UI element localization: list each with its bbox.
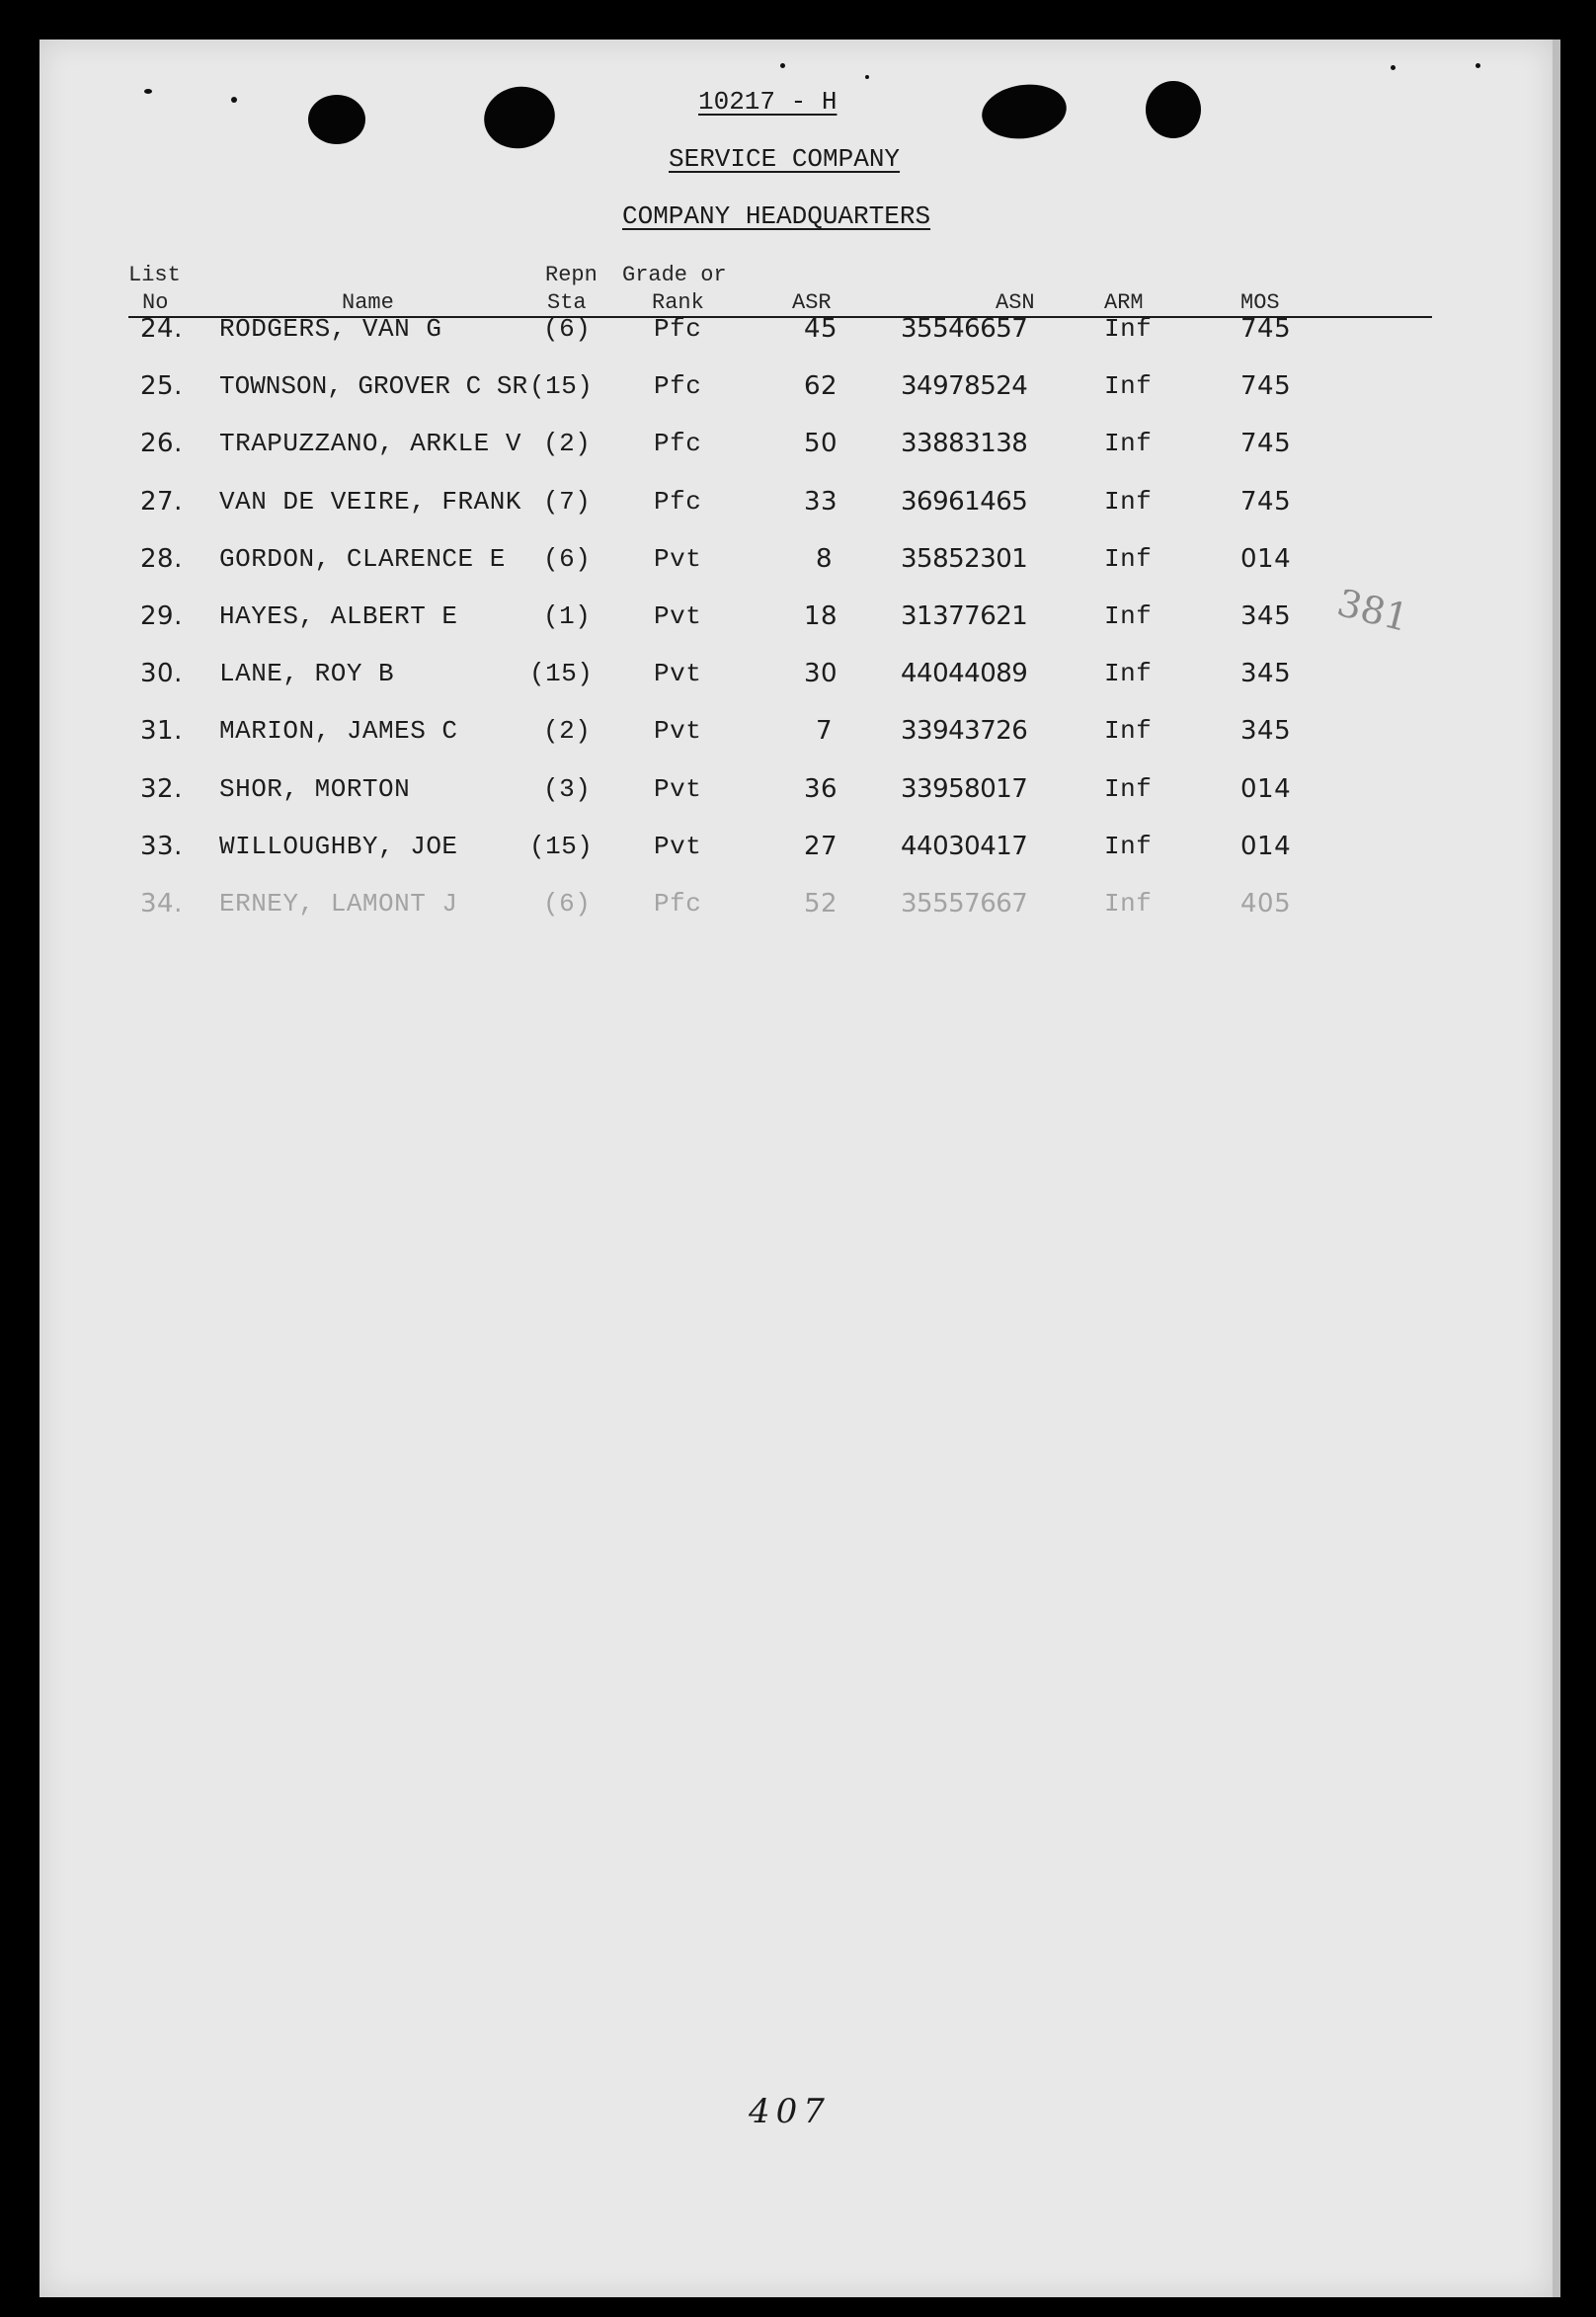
table-row [0,659,1596,698]
army-serial-number: 34978524 [901,371,1028,402]
arm-branch: Inf [1104,486,1153,517]
arm-branch: Inf [1104,659,1153,689]
col-list-no-line2: No [142,290,169,315]
army-serial-number: 35852301 [901,543,1028,574]
army-serial-number: 36961465 [901,486,1028,517]
col-name: Name [342,290,394,315]
mos-code: 745 [1240,486,1292,517]
section-title: COMPANY HEADQUARTERS [622,201,931,231]
list-number: 30. [140,659,183,689]
punch-hole-1 [308,95,365,144]
col-sta-line2: Sta [547,290,587,315]
army-serial-number: 44030417 [901,831,1028,861]
repn-station: (1) [543,601,592,631]
repn-station: (6) [543,314,592,344]
arm-branch: Inf [1104,716,1153,747]
table-row [0,371,1596,411]
list-number: 32. [140,773,183,804]
soldier-name: TOWNSON, GROVER C SR [219,371,528,402]
repn-station: (7) [543,486,592,517]
soldier-name: LANE, ROY B [219,659,395,689]
col-grade-line1: Grade or [622,263,727,287]
mos-code: 345 [1240,659,1292,689]
table-row [0,716,1596,756]
table-row [0,774,1596,814]
table-row [0,487,1596,526]
grade-rank: Pfc [654,486,702,517]
list-number: 25. [140,371,183,402]
arm-branch: Inf [1104,773,1153,804]
grade-rank: Pvt [654,831,702,861]
col-list-no-line1: List [128,263,181,287]
mos-code: 745 [1240,429,1292,459]
page-number: 407 [749,2092,831,2131]
arm-branch: Inf [1104,601,1153,631]
army-serial-number: 44044089 [901,659,1028,689]
list-number: 29. [140,601,183,631]
grade-rank: Pvt [654,773,702,804]
asr-score: 52 [804,889,838,919]
asr-score: 27 [804,831,838,861]
grade-rank: Pvt [654,601,702,631]
speck [780,63,785,68]
army-serial-number: 33958017 [901,773,1028,804]
table-row [0,544,1596,584]
soldier-name: VAN DE VEIRE, FRANK [219,486,521,517]
grade-rank: Pfc [654,314,702,344]
asr-score: 30 [804,659,838,689]
army-serial-number: 35546657 [901,314,1028,344]
table-row [0,429,1596,468]
list-number: 34. [140,889,183,919]
mos-code: 014 [1240,773,1292,804]
col-rank-line2: Rank [652,290,704,315]
repn-station: (6) [543,889,592,919]
asr-score: 50 [804,429,838,459]
soldier-name: GORDON, CLARENCE E [219,543,506,574]
list-number: 24. [140,314,183,344]
punch-hole-4 [1146,81,1201,138]
grade-rank: Pvt [654,716,702,747]
table-row [0,832,1596,871]
col-asr: ASR [792,290,832,315]
grade-rank: Pfc [654,371,702,402]
asr-score: 18 [804,601,838,631]
soldier-name: WILLOUGHBY, JOE [219,831,458,861]
soldier-name: TRAPUZZANO, ARKLE V [219,429,521,459]
unit-title: SERVICE COMPANY [669,144,901,174]
asr-score: 45 [804,314,838,344]
speck [1391,65,1396,70]
asr-score: 62 [804,371,838,402]
soldier-name: ERNEY, LAMONT J [219,889,458,919]
stamp-number: 381 [1332,580,1413,641]
arm-branch: Inf [1104,889,1153,919]
repn-station: (3) [543,773,592,804]
mos-code: 345 [1240,601,1292,631]
grade-rank: Pfc [654,429,702,459]
mos-code: 014 [1240,543,1292,574]
repn-station: (2) [543,429,592,459]
mos-code: 405 [1240,889,1292,919]
speck [1476,63,1480,68]
list-number: 26. [140,429,183,459]
army-serial-number: 33883138 [901,429,1028,459]
arm-branch: Inf [1104,831,1153,861]
col-arm: ARM [1104,290,1144,315]
soldier-name: SHOR, MORTON [219,773,411,804]
repn-station: (15) [529,831,594,861]
asr-score: 33 [804,486,838,517]
list-number: 31. [140,716,183,747]
list-number: 33. [140,831,183,861]
list-number: 28. [140,543,183,574]
speck [231,97,237,103]
soldier-name: HAYES, ALBERT E [219,601,458,631]
asr-score: 7 [816,716,834,747]
mos-code: 014 [1240,831,1292,861]
arm-branch: Inf [1104,543,1153,574]
col-asn: ASN [996,290,1035,315]
repn-station: (15) [529,659,594,689]
arm-branch: Inf [1104,371,1153,402]
army-serial-number: 31377621 [901,601,1028,631]
army-serial-number: 33943726 [901,716,1028,747]
grade-rank: Pfc [654,889,702,919]
speck [144,89,152,94]
arm-branch: Inf [1104,429,1153,459]
col-repn-line1: Repn [545,263,598,287]
arm-branch: Inf [1104,314,1153,344]
speck [865,75,869,79]
asr-score: 8 [816,543,834,574]
repn-station: (2) [543,716,592,747]
soldier-name: MARION, JAMES C [219,716,458,747]
table-row [0,889,1596,928]
document-code: 10217 - H [698,87,838,117]
mos-code: 745 [1240,371,1292,402]
repn-station: (15) [529,371,594,402]
col-mos: MOS [1240,290,1280,315]
mos-code: 745 [1240,314,1292,344]
grade-rank: Pvt [654,659,702,689]
soldier-name: RODGERS, VAN G [219,314,442,344]
repn-station: (6) [543,543,592,574]
mos-code: 345 [1240,716,1292,747]
grade-rank: Pvt [654,543,702,574]
table-row [0,314,1596,354]
asr-score: 36 [804,773,838,804]
list-number: 27. [140,486,183,517]
army-serial-number: 35557667 [901,889,1028,919]
